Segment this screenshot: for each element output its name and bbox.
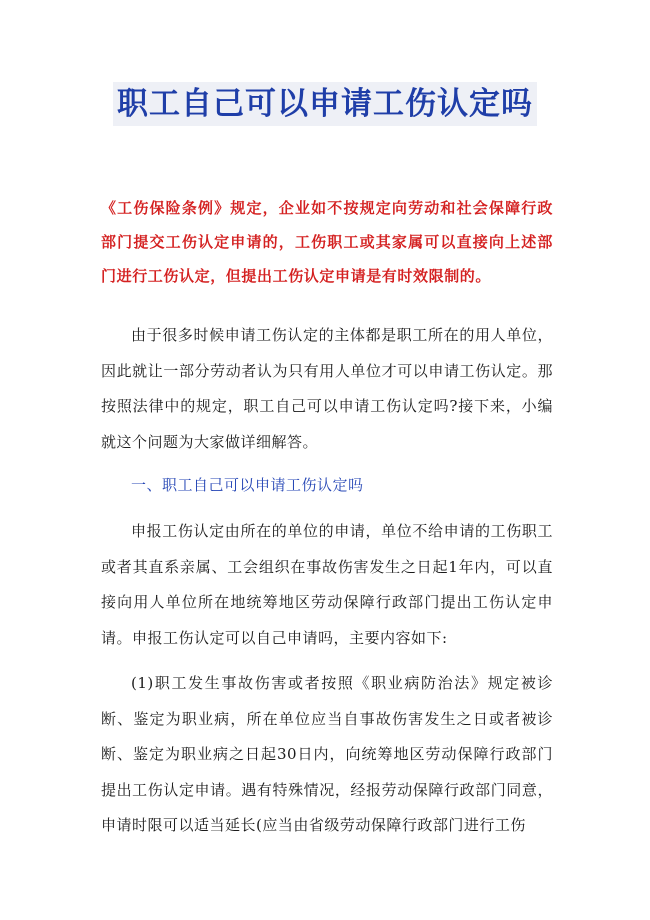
body-paragraph: 申报工伤认定由所在的单位的申请，单位不给申请的工伤职工或者其直系亲属、工会组织在事故伤害发生之日起1年内，可以直接向用人单位所在地统筹地区劳动保障行政部门提出工伤认定申请。申报工伤认定可以自己申请吗，主要内容如下: — [101, 522, 553, 647]
section-heading: 一、职工自己可以申请工伤认定吗 — [131, 476, 364, 494]
lead-paragraph: 《工伤保险条例》规定，企业如不按规定向劳动和社会保障行政部门提交工伤认定申请的，工伤职工或其家属可以直接向上述部门进行工伤认定，但提出工伤认定申请是有时效限制的。 — [101, 199, 553, 285]
body-paragraph: (1)职工发生事故伤害或者按照《职业病防治法》规定被诊断、鉴定为职业病，所在单位应当自事故伤害发生之日或者被诊断、鉴定为职业病之日起30日内，向统筹地区劳动保障行政部门提出工伤认定申请。遇有特殊情况，经报劳动保障行政部门同意，申请时限可以适当延长(应当由省级劳动保障行政部门进行工伤 — [101, 674, 553, 834]
title-container — [0, 82, 650, 126]
intro-paragraph: 由于很多时候申请工伤认定的主体都是职工所在的用人单位，因此就让一部分劳动者认为只有用人单位才可以申请工伤认定。那按照法律中的规定，职工自己可以申请工伤认定吗?接下来，小编就这个问题为大家做详细解答。 — [101, 326, 553, 451]
document-title: 职工自己可以申请工伤认定吗 — [113, 82, 537, 126]
